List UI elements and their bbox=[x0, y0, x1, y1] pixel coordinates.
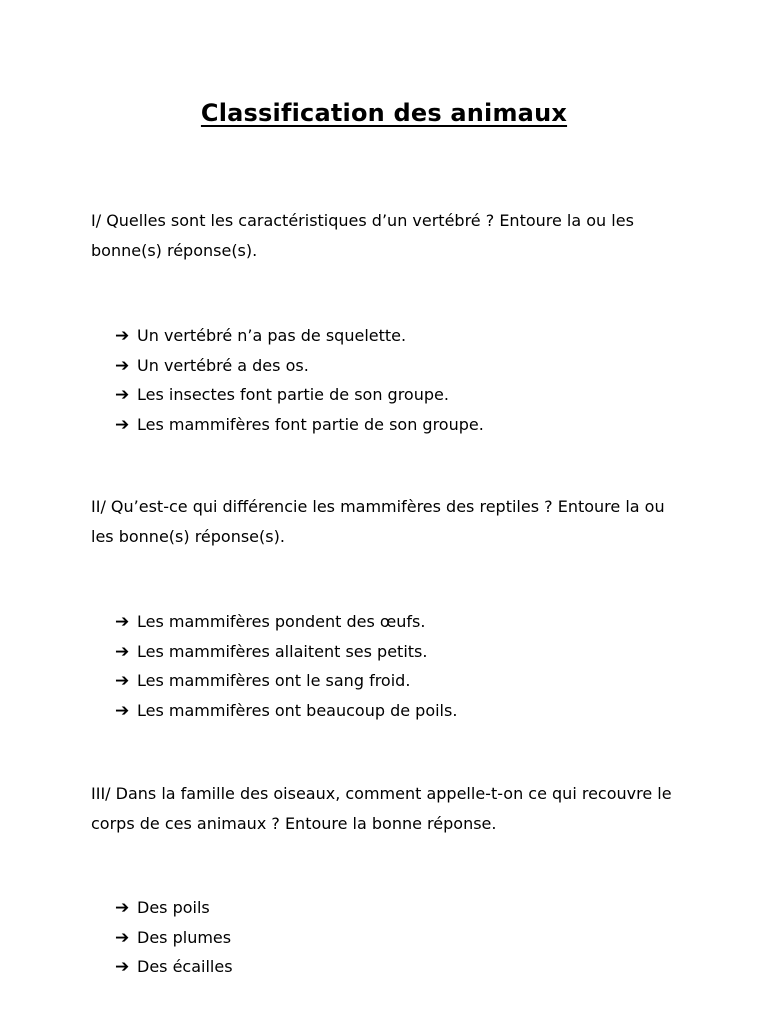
arrow-right-icon: ➔ bbox=[115, 898, 130, 918]
question-1: I/ Quelles sont les caractéristiques d’un vertébré ? Entoure la ou les bonne(s) réponse(s). bbox=[91, 211, 634, 260]
arrow-right-icon: ➔ bbox=[115, 927, 130, 948]
answer-text: Des plumes bbox=[137, 927, 232, 947]
answer-text: Un vertébré n’a pas de squelette. bbox=[137, 326, 407, 345]
arrow-right-icon: ➔ bbox=[115, 671, 130, 691]
answer-option[interactable] bbox=[115, 893, 233, 923]
answer-text: Des poils bbox=[137, 898, 210, 917]
answer-list-3 bbox=[115, 893, 233, 982]
question-2: II/ Qu’est-ce qui différencie les mammifères des reptiles ? Entoure la ou les bonne(s) réponse(s). bbox=[91, 497, 665, 546]
answer-list-2 bbox=[115, 607, 457, 725]
arrow-right-icon: ➔ bbox=[115, 612, 130, 632]
answer-option[interactable] bbox=[115, 380, 484, 410]
answer-text: Des écailles bbox=[137, 957, 233, 976]
answer-option[interactable] bbox=[115, 321, 484, 351]
arrow-right-icon: ➔ bbox=[115, 326, 130, 346]
answer-list-1 bbox=[115, 321, 484, 439]
arrow-right-icon: ➔ bbox=[115, 385, 130, 405]
answer-option[interactable] bbox=[115, 666, 457, 696]
answer-text: Les mammifères ont beaucoup de poils. bbox=[137, 700, 458, 720]
answer-text: Les mammifères pondent des œufs. bbox=[137, 612, 426, 631]
answer-text: Un vertébré a des os. bbox=[137, 355, 309, 375]
answer-option[interactable] bbox=[115, 923, 233, 953]
answer-text: Les mammifères font partie de son groupe. bbox=[137, 414, 484, 434]
arrow-right-icon: ➔ bbox=[115, 700, 130, 721]
answer-option[interactable] bbox=[115, 351, 484, 381]
answer-option[interactable] bbox=[115, 607, 457, 637]
question-3: III/ Dans la famille des oiseaux, comment appelle-t-on ce qui recouvre le corps de ces animaux ? Entoure la bonne réponse. bbox=[91, 784, 672, 833]
arrow-right-icon: ➔ bbox=[115, 355, 130, 376]
answer-text: Les mammifères allaitent ses petits. bbox=[137, 641, 428, 661]
answer-option[interactable] bbox=[115, 410, 484, 440]
answer-text: Les mammifères ont le sang froid. bbox=[137, 671, 411, 690]
answer-option[interactable] bbox=[115, 696, 457, 726]
answer-option[interactable] bbox=[115, 637, 457, 667]
answer-text: Les insectes font partie de son groupe. bbox=[137, 385, 449, 404]
arrow-right-icon: ➔ bbox=[115, 957, 130, 977]
page-title: Classification des animaux bbox=[200, 99, 568, 127]
arrow-right-icon: ➔ bbox=[115, 641, 130, 662]
arrow-right-icon: ➔ bbox=[115, 414, 130, 435]
answer-option[interactable] bbox=[115, 952, 233, 982]
